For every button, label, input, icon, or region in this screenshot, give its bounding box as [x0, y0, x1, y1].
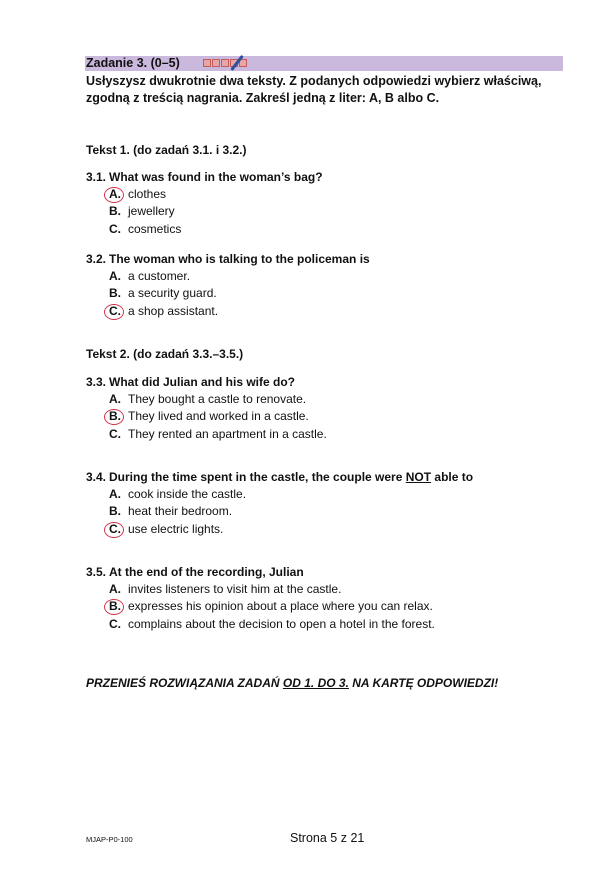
task-instruction: Usłyszysz dwukrotnie dwa teksty. Z podanych odpowiedzi wybierz właściwą, zgodną z treścią nagrania. Zakreśl jedną z liter: A, B albo C.	[86, 74, 542, 105]
option-c[interactable]: C. a shop assistant.	[86, 303, 566, 320]
question-number: 3.3.	[86, 375, 107, 389]
question-3-5	[86, 564, 566, 633]
page-number: Strona 5 z 21	[290, 831, 365, 845]
option-c[interactable]: C. cosmetics	[109, 221, 182, 236]
answer-circle	[104, 409, 124, 425]
score-box	[212, 59, 220, 67]
task-title: Zadanie 3. (0–5)	[86, 56, 180, 70]
question-3-1	[86, 169, 566, 238]
question-stem: The woman who is talking to the policeman is	[109, 252, 370, 266]
question-stem: What did Julian and his wife do?	[109, 375, 295, 389]
text1-heading: Tekst 1. (do zadań 3.1. i 3.2.)	[86, 143, 247, 157]
question-3-4	[86, 469, 566, 538]
question-stem: At the end of the recording, Julian	[109, 565, 304, 579]
question-3-3	[86, 374, 566, 443]
question-stem: What was found in the woman’s bag?	[109, 170, 323, 184]
question-number: 3.1.	[86, 170, 107, 184]
text2-heading: Tekst 2. (do zadań 3.3.–3.5.)	[86, 347, 244, 361]
option-a[interactable]: A. clothes	[86, 186, 566, 203]
option-c[interactable]: C. use electric lights.	[86, 521, 566, 538]
question-number: 3.4.	[86, 470, 107, 484]
task-header	[85, 56, 563, 71]
option-c[interactable]: C. They rented an apartment in a castle.	[109, 426, 327, 441]
answer-circle	[104, 599, 124, 615]
option-b[interactable]: B. expresses his opinion about a place where you can relax.	[86, 598, 566, 615]
score-box	[221, 59, 229, 67]
question-number: 3.2.	[86, 252, 107, 266]
option-a[interactable]: A. cook inside the castle.	[109, 487, 247, 501]
exam-code: MJAP-P0-100	[86, 835, 133, 844]
option-b[interactable]: B. They lived and worked in a castle.	[86, 408, 566, 425]
option-b[interactable]: B. jewellery	[109, 204, 175, 219]
option-a[interactable]: A. invites listeners to visit him at the castle.	[109, 582, 342, 596]
question-stem: During the time spent in the castle, the couple were NOT able to	[109, 470, 474, 484]
score-box	[203, 59, 211, 67]
option-a[interactable]: A. They bought a castle to renovate.	[109, 392, 307, 406]
option-a[interactable]: A. a customer.	[109, 269, 191, 283]
option-b[interactable]: B. heat their bedroom.	[109, 504, 233, 519]
answer-circle	[104, 304, 124, 320]
question-3-2	[86, 251, 566, 320]
answer-circle	[104, 522, 124, 538]
question-number: 3.5.	[86, 565, 107, 579]
option-b[interactable]: B. a security guard.	[109, 286, 217, 301]
answer-circle	[104, 187, 124, 203]
transfer-answers-note: PRZENIEŚ ROZWIĄZANIA ZADAŃ OD 1. DO 3. NA KARTĘ ODPOWIEDZI!	[86, 676, 499, 690]
option-c[interactable]: C. complains about the decision to open a hotel in the forest.	[109, 616, 435, 631]
